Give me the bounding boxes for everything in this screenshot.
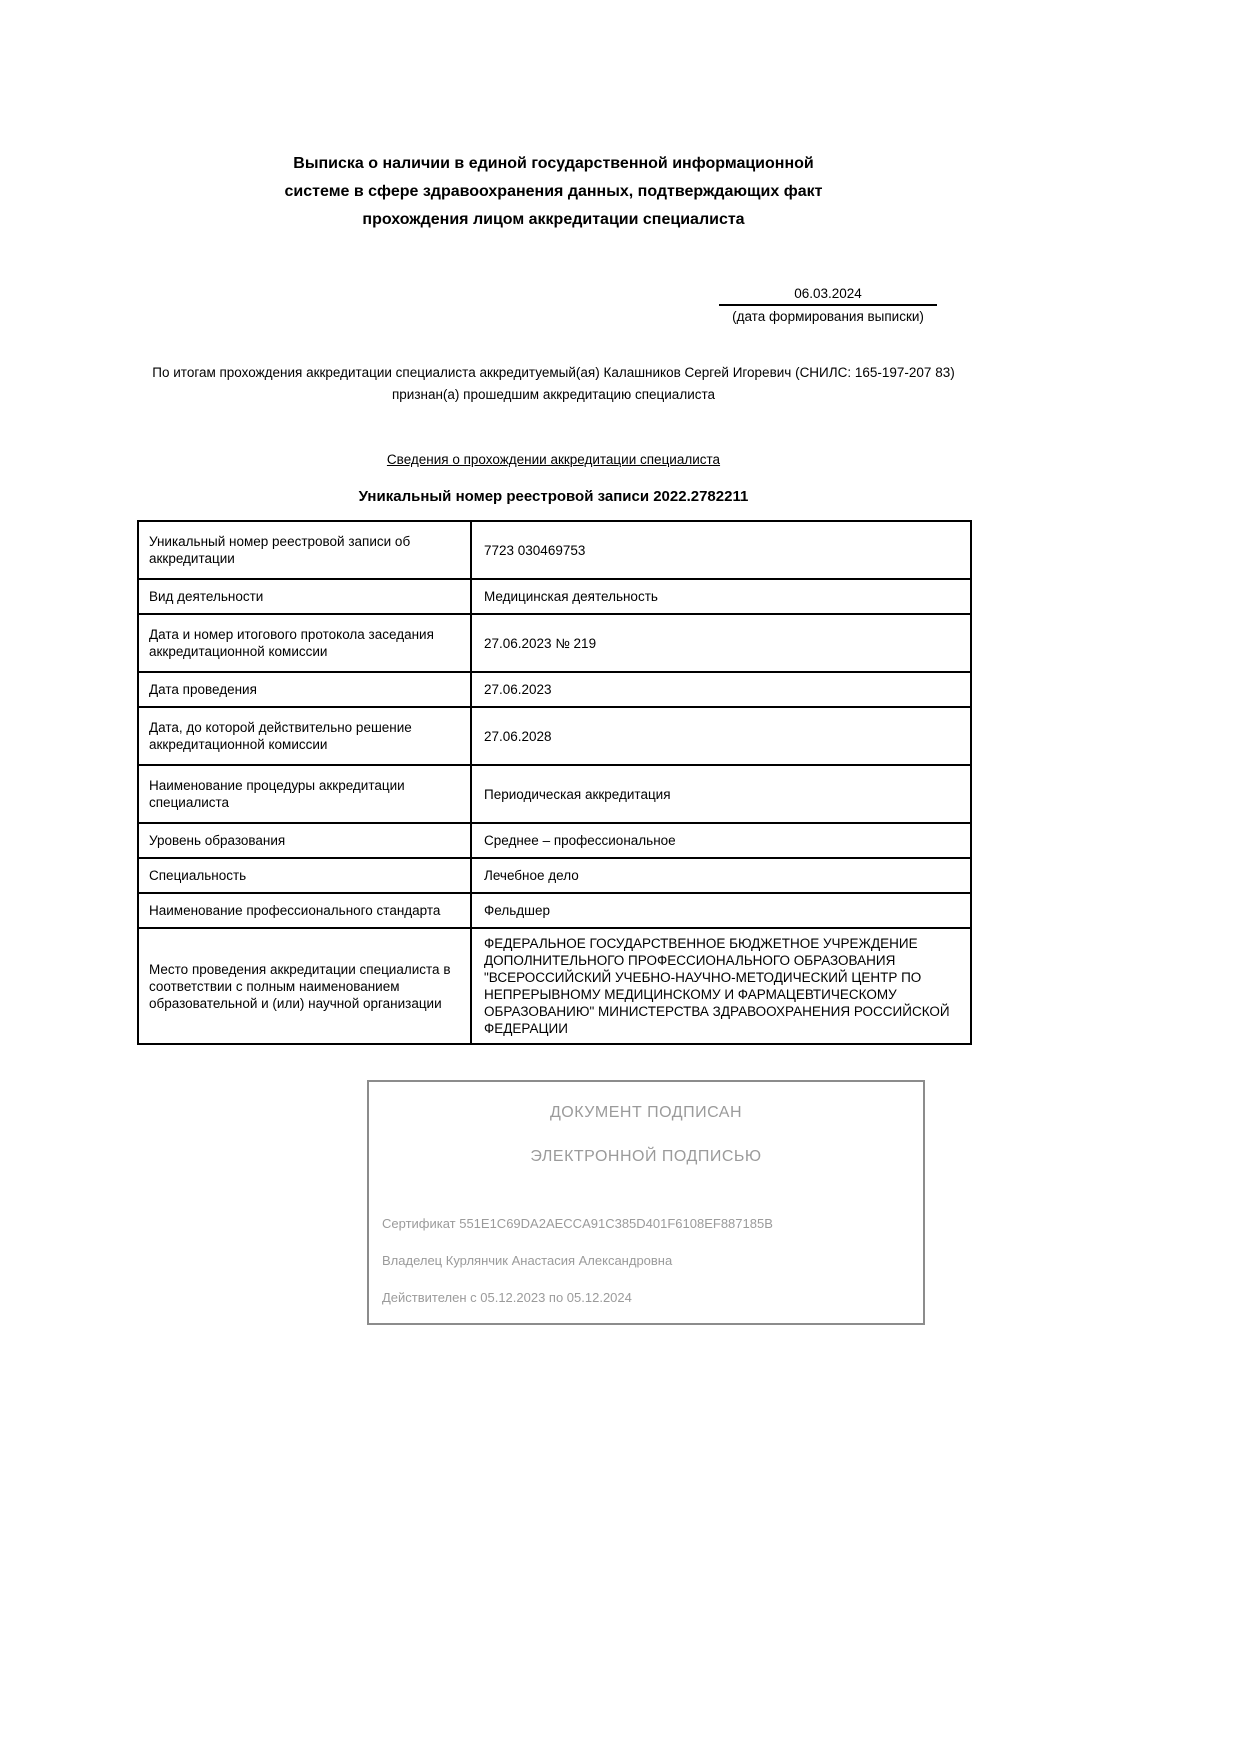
row-value: 27.06.2023 № 219	[471, 614, 971, 672]
intro-paragraph	[137, 362, 970, 406]
table-row	[138, 672, 971, 707]
row-value: Периодическая аккредитация	[471, 765, 971, 823]
row-label: Наименование профессионального стандарта	[138, 893, 471, 928]
formation-date-value: 06.03.2024	[719, 286, 937, 306]
table-row	[138, 823, 971, 858]
row-label: Уровень образования	[138, 823, 471, 858]
row-label: Дата, до которой действительно решение аккредитационной комиссии	[138, 707, 471, 765]
accreditation-table	[137, 520, 972, 1045]
row-label: Дата и номер итогового протокола заседания аккредитационной комиссии	[138, 614, 471, 672]
signature-title-line-2: ЭЛЕКТРОННОЙ ПОДПИСЬЮ	[530, 1148, 762, 1165]
table-row	[138, 893, 971, 928]
row-label: Место проведения аккредитации специалиста в соответствии с полным наименованием образовательной и (или) научной организации	[138, 928, 471, 1044]
table-row	[138, 579, 971, 614]
electronic-signature-box	[367, 1080, 925, 1325]
signature-certificate-line: Сертификат 551E1C69DA2AECCA91C385D401F6108EF887185B	[382, 1216, 773, 1231]
record-number-line: Уникальный номер реестровой записи 2022.2782211	[358, 488, 749, 505]
table-row	[138, 707, 971, 765]
row-value: 27.06.2028	[471, 707, 971, 765]
formation-date-caption: (дата формирования выписки)	[732, 309, 924, 324]
signature-owner-line: Владелец Курлянчик Анастасия Александровна	[382, 1253, 673, 1268]
intro-line: По итогам прохождения аккредитации специалиста аккредитуемый(ая) Калашников Сергей Игоревич (СНИЛС: 165-197-207 83)	[152, 365, 955, 380]
row-label: Дата проведения	[138, 672, 471, 707]
row-value: 27.06.2023	[471, 672, 971, 707]
table-row	[138, 765, 971, 823]
row-value: 7723 030469753	[471, 521, 971, 579]
document-title-line: системе в сфере здравоохранения данных, подтверждающих факт	[284, 183, 823, 200]
table-row	[138, 858, 971, 893]
row-value: Лечебное дело	[471, 858, 971, 893]
section-heading: Сведения о прохождении аккредитации специалиста	[386, 452, 721, 467]
row-value: Среднее – профессиональное	[471, 823, 971, 858]
row-label: Наименование процедуры аккредитации специалиста	[138, 765, 471, 823]
document-title	[137, 150, 970, 234]
row-value: Медицинская деятельность	[471, 579, 971, 614]
document-title-line: Выписка о наличии в единой государственной информационной	[293, 155, 814, 172]
row-label: Уникальный номер реестровой записи об аккредитации	[138, 521, 471, 579]
document-content	[137, 0, 970, 1325]
intro-line: признан(а) прошедшим аккредитацию специалиста	[391, 387, 716, 402]
table-row	[138, 614, 971, 672]
table-row	[138, 521, 971, 579]
row-label: Специальность	[138, 858, 471, 893]
table-row	[138, 928, 971, 1044]
signature-validity-line: Действителен с 05.12.2023 по 05.12.2024	[382, 1290, 632, 1305]
signature-title-line-1: ДОКУМЕНТ ПОДПИСАН	[549, 1104, 743, 1121]
row-value: Фельдшер	[471, 893, 971, 928]
row-value: ФЕДЕРАЛЬНОЕ ГОСУДАРСТВЕННОЕ БЮДЖЕТНОЕ УЧРЕЖДЕНИЕ ДОПОЛНИТЕЛЬНОГО ПРОФЕССИОНАЛЬНОГО ОБРАЗОВАНИЯ "ВСЕРОССИЙСКИЙ УЧЕБНО-НАУЧНО-МЕТОДИЧЕСКИЙ ЦЕНТР ПО НЕПРЕРЫВНОМУ МЕДИЦИНСКОМУ И ФАРМАЦЕВТИЧЕСКОМУ ОБРАЗОВАНИЮ" МИНИСТЕРСТВА ЗДРАВООХРАНЕНИЯ РОССИЙСКОЙ ФЕДЕРАЦИИ	[471, 928, 971, 1044]
row-label: Вид деятельности	[138, 579, 471, 614]
formation-date-block	[719, 286, 937, 324]
document-title-line: прохождения лицом аккредитации специалиста	[362, 211, 745, 228]
